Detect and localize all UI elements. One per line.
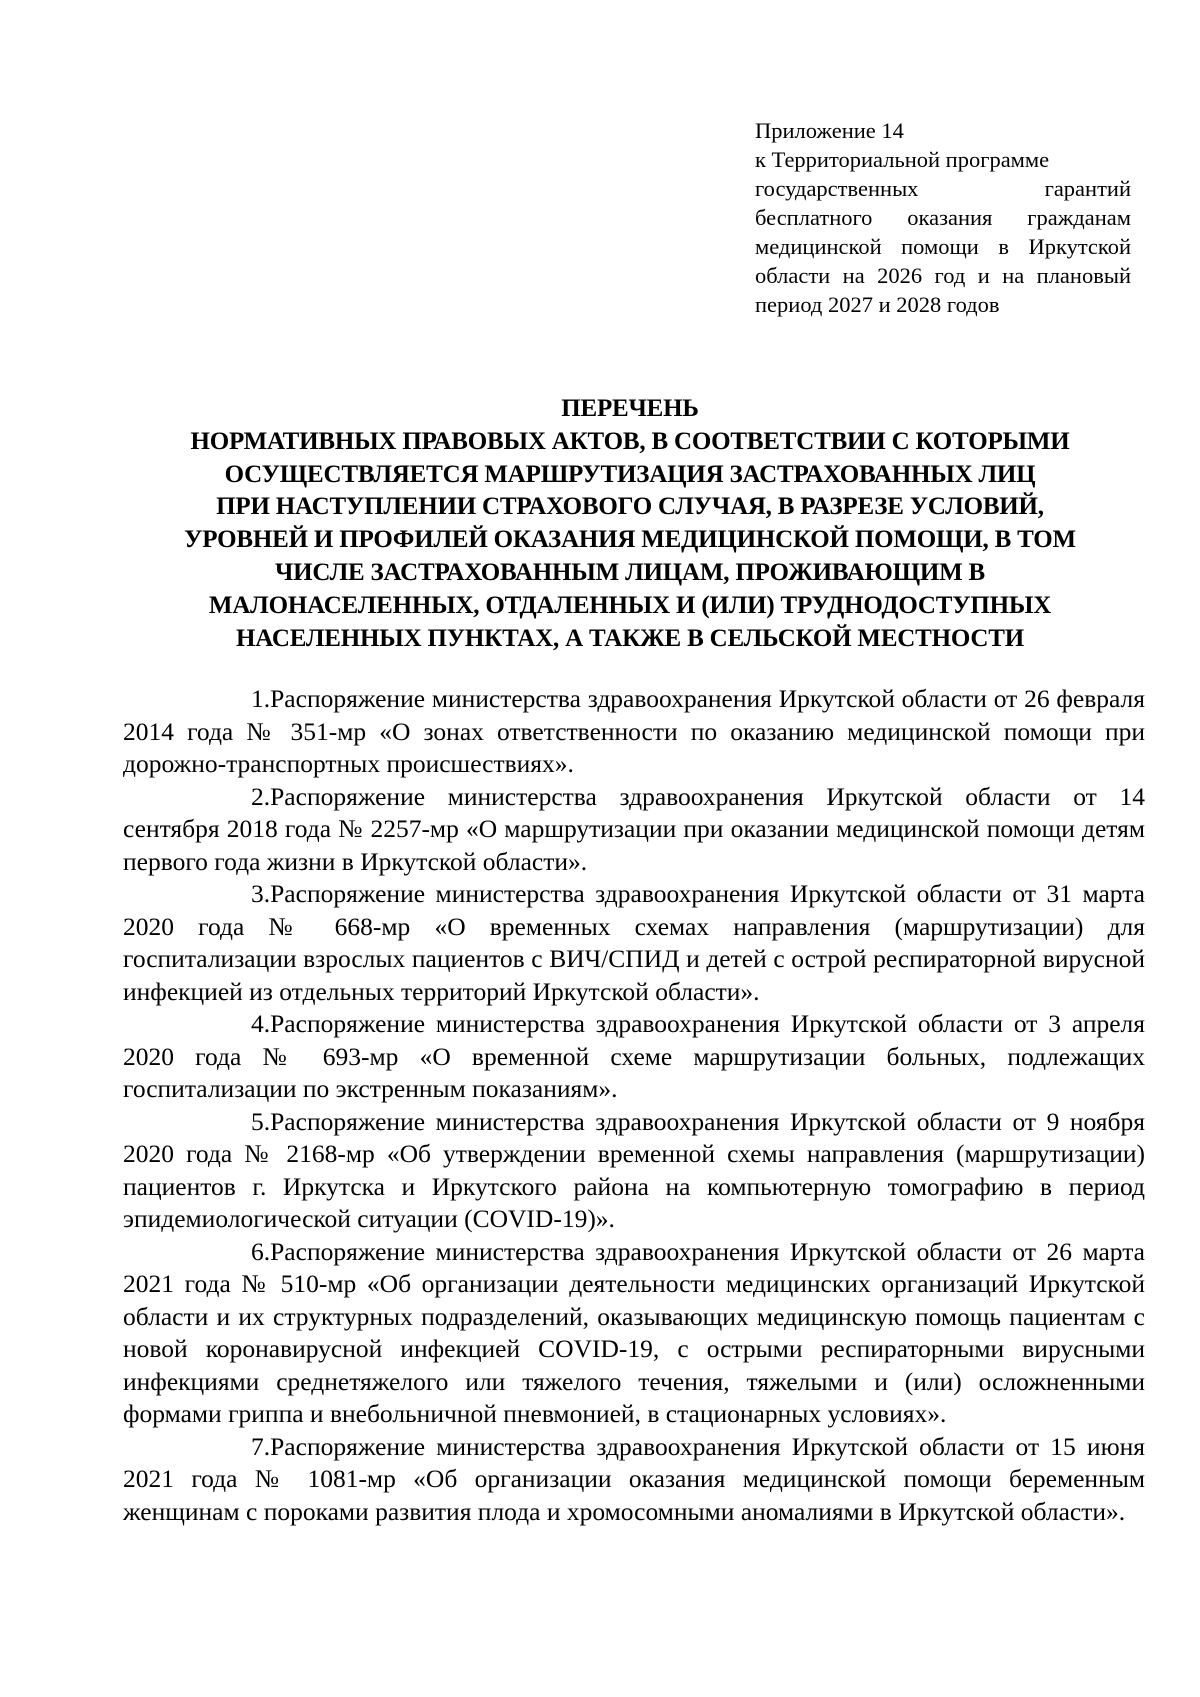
title-line: ОСУЩЕСТВЛЯЕТСЯ МАРШРУТИЗАЦИЯ ЗАСТРАХОВАННЫХ ЛИЦ bbox=[224, 460, 1036, 488]
title-line: ЧИСЛЕ ЗАСТРАХОВАННЫМ ЛИЦАМ, ПРОЖИВАЮЩИМ В bbox=[274, 558, 986, 586]
item-number: 3. bbox=[251, 879, 271, 908]
list-item bbox=[123, 1106, 1145, 1236]
list-item bbox=[123, 683, 1145, 781]
item-number: 4. bbox=[251, 1009, 271, 1038]
appendix-line: медицинской помощи в Иркутской bbox=[755, 234, 1131, 259]
appendix-header bbox=[755, 116, 1131, 319]
item-text: Распоряжение министерства здравоохранения Иркутской области от 3 апреля 2020 года № 693-мр «О временной схеме маршрутизации больных, подлежащих госпитализации по экстренным показаниям». bbox=[123, 1009, 1145, 1103]
regulation-list bbox=[123, 683, 1145, 1528]
item-number: 1. bbox=[251, 684, 271, 713]
title-line: ПЕРЕЧЕНЬ bbox=[561, 395, 699, 422]
list-item bbox=[123, 781, 1145, 879]
list-item bbox=[123, 878, 1145, 1008]
appendix-line: период 2027 и 2028 годов bbox=[755, 292, 1000, 317]
item-text: Распоряжение министерства здравоохранения Иркутской области от 15 июня 2021 года № 1081-мр «Об организации оказания медицинской помощи беременным женщинам с пороками развития плода и хромосомными аномалиями в Иркутской области». bbox=[123, 1431, 1145, 1526]
item-text: Распоряжение министерства здравоохранения Иркутской области от 9 ноября 2020 года № 2168-мр «Об утверждении временной схемы направления (маршрутизации) пациентов г. Иркутска и Иркутского района на компьютерную томографию в период эпидемиологической ситуации (COVID-19)». bbox=[123, 1106, 1145, 1233]
appendix-line: к Территориальной программе bbox=[755, 147, 1050, 172]
appendix-line: бесплатного оказания гражданам bbox=[755, 205, 1131, 230]
list-item bbox=[123, 1008, 1145, 1106]
appendix-line: области на 2026 год и на плановый bbox=[755, 263, 1131, 288]
document-title bbox=[110, 393, 1150, 655]
list-item bbox=[123, 1431, 1145, 1529]
item-text: Распоряжение министерства здравоохранения Иркутской области от 26 февраля 2014 года № 351-мр «О зонах ответственности по оказанию медицинской помощи при дорожно-транспортных происшествиях». bbox=[123, 684, 1145, 778]
item-number: 2. bbox=[251, 781, 271, 811]
title-line: НАСЕЛЕННЫХ ПУНКТАХ, А ТАКЖЕ В СЕЛЬСКОЙ МЕСТНОСТИ bbox=[236, 624, 1024, 652]
item-text: Распоряжение министерства здравоохранения Иркутской области от 26 марта 2021 года № 510-мр «Об организации деятельности медицинских организаций Иркутской области и их структурных подразделений, оказывающих медицинскую помощь пациентам с новой коронавирусной инфекцией COVID-19, с острыми респираторными вирусными инфекциями среднетяжелого или тяжелого течения, тяжелыми и (или) осложненными формами гриппа и внебольничной пневмонией, в стационарных условиях». bbox=[123, 1236, 1145, 1428]
item-number: 5. bbox=[251, 1106, 271, 1136]
item-text: Распоряжение министерства здравоохранения Иркутской области от 31 марта 2020 года № 668-мр «О временных схемах направления (маршрутизации) для госпитализации взрослых пациентов с ВИЧ/СПИД и детей с острой респираторной вирусной инфекцией из отдельных территорий Иркутской области». bbox=[123, 879, 1145, 1006]
appendix-line: Приложение 14 bbox=[755, 118, 904, 143]
title-line: НОРМАТИВНЫХ ПРАВОВЫХ АКТОВ, В СООТВЕТСТВИИ С КОТОРЫМИ bbox=[190, 427, 1070, 455]
title-line: ПРИ НАСТУПЛЕНИИ СТРАХОВОГО СЛУЧАЯ, В РАЗРЕЗЕ УСЛОВИЙ, bbox=[216, 493, 1044, 521]
item-number: 7. bbox=[251, 1431, 271, 1461]
item-number: 6. bbox=[251, 1236, 271, 1266]
title-line: МАЛОНАСЕЛЕННЫХ, ОТДАЛЕННЫХ И (ИЛИ) ТРУДНОДОСТУПНЫХ bbox=[208, 591, 1052, 619]
title-line: УРОВНЕЙ И ПРОФИЛЕЙ ОКАЗАНИЯ МЕДИЦИНСКОЙ ПОМОЩИ, В ТОМ bbox=[184, 526, 1076, 554]
appendix-line: государственных гарантий bbox=[755, 176, 1131, 201]
list-item bbox=[123, 1236, 1145, 1431]
item-text: Распоряжение министерства здравоохранения Иркутской области от 14 сентября 2018 года № 2257-мр «О маршрутизации при оказании медицинской помощи детям первого года жизни в Иркутской области». bbox=[123, 781, 1145, 876]
